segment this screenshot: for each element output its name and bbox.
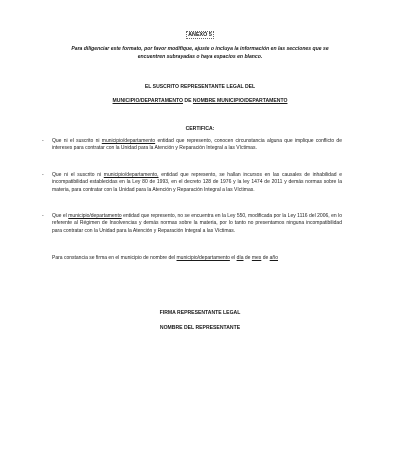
closing-text: de: [261, 255, 270, 261]
annex-title: [0, 32, 400, 38]
list-dash: -: [42, 172, 44, 178]
item-text-pre: Que ni el suscrito ni: [52, 172, 104, 178]
list-item: [42, 213, 343, 235]
certifica-heading: CERTIFICA:: [185, 126, 215, 132]
item-text-pre: Que el: [52, 213, 69, 219]
heading-connector: DE: [183, 98, 193, 104]
nombre-municipio-field: NOMBRE MUNICIPIO/DEPARTAMENTO: [192, 98, 288, 104]
closing-statement: [52, 255, 352, 262]
list-dash: -: [42, 138, 44, 144]
closing-text: el: [229, 255, 237, 261]
annex-title-text: ANEXO 5: [188, 32, 212, 38]
heading-representante: EL SUSCRITO REPRESENTANTE LEGAL DEL: [144, 84, 256, 90]
item-text-pre: Que ni el suscrito ni: [52, 138, 102, 144]
item-underlined-field: municipio/departamento: [68, 213, 122, 219]
list-dash: -: [42, 213, 44, 219]
instructions-text: Para diligenciar este formato, por favor modifique, ajuste o incluya la información en las secciones que se encuentren subrayadas o haya espacios en blanco.: [71, 46, 329, 60]
representative-name-label: NOMBRE DEL REPRESENTANTE: [159, 325, 241, 331]
item-text-post: entidad que represento, conocen circunstancia alguna que implique conflicto de intereses para contratar con la Unidad para la Atención y Reparación Integral a las Víctimas.: [52, 138, 342, 152]
closing-text: de: [243, 255, 252, 261]
municipio-departamento-field: MUNICIPIO/DEPARTAMENTO: [112, 98, 183, 104]
closing-municipio-field: municipio/departamento: [176, 255, 230, 261]
list-item: [42, 138, 342, 153]
closing-ano-field: año: [269, 255, 278, 261]
closing-text: Para constancia se firma en el municipio de nombre del: [52, 255, 177, 261]
item-underlined-field: municipio/departamento,: [103, 172, 159, 178]
item-text-post: entidad que represento, no se encuentra en la Ley 550, modificada por la Ley 1116 del 2006, en lo referente al Régimen de Insolvencias y demás normas sobre la materia, por lo tanto no presentamos ninguna incompatibilidad para contratar con la Unidad para la Atención y Reparación Integral a las Víctimas.: [52, 213, 343, 234]
item-text-post: entidad que represento, se hallan incursos en las causales de inhabilidad e incompatibilidad establecidas en la Ley 80 de 1993, en el decreto 128 de 1976 y la ley 1474 de 2011 y demás normas sobre la materia, para contratar con la Unidad para la Atención y Reparación Integral a las Víctimas.: [52, 172, 342, 193]
closing-mes-field: mes: [251, 255, 262, 261]
item-underlined-field: municipio/departamento: [101, 138, 156, 144]
heading-municipio: [0, 98, 400, 104]
closing-dia-field: día: [236, 255, 244, 261]
signature-label: FIRMA REPRESENTANTE LEGAL: [159, 310, 241, 316]
list-item: [42, 172, 342, 194]
